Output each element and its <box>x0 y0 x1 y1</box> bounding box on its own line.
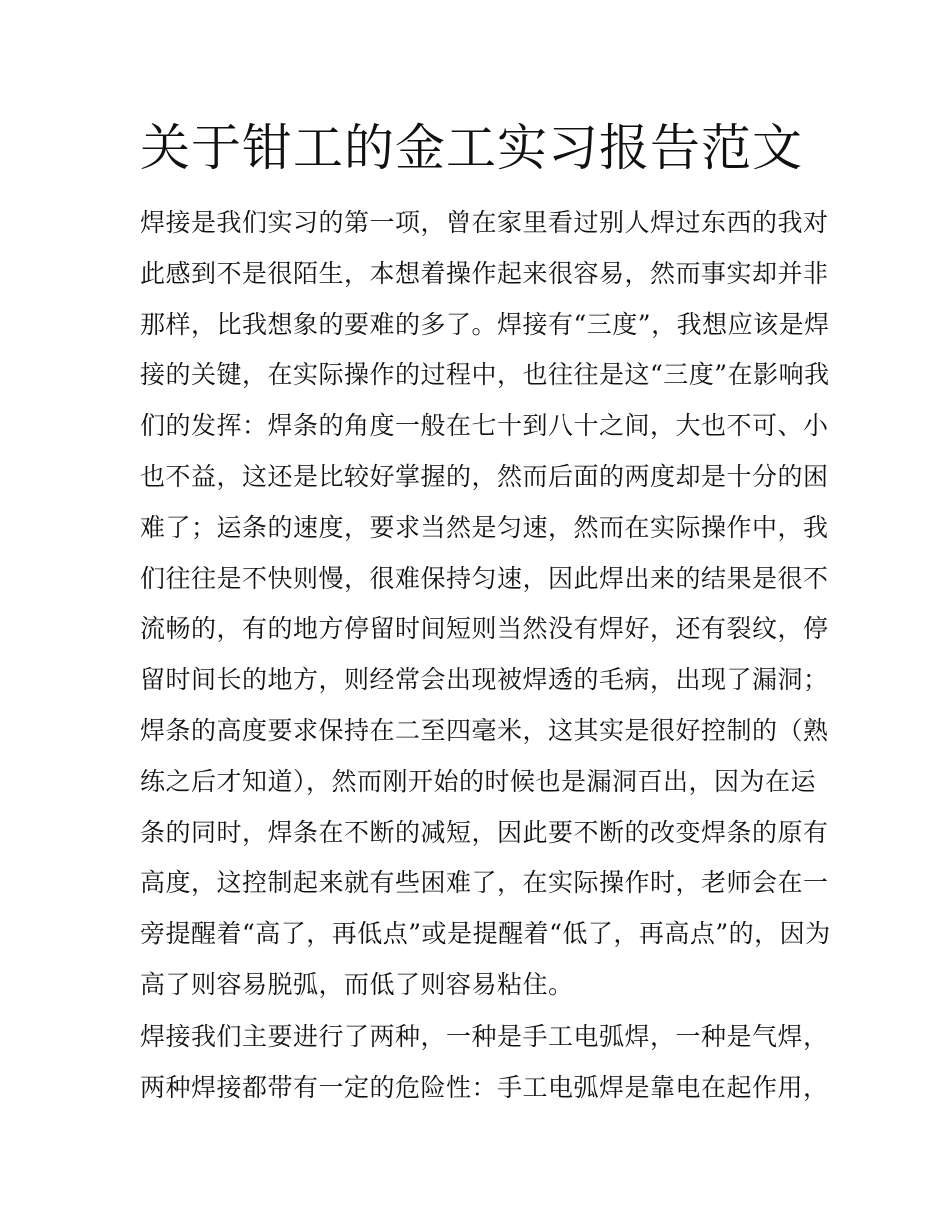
paragraph-line: 们往往是不快则慢，很难保持匀速，因此焊出来的结果是很不 <box>140 563 829 593</box>
paragraph-2 <box>140 1012 829 1114</box>
paragraph-line: 高度，这控制起来就有些困难了，在实际操作时，老师会在一 <box>140 868 829 898</box>
paragraph-1 <box>140 198 831 1011</box>
paragraph-line: 练之后才知道），然而刚开始的时候也是漏洞百出，因为在运 <box>140 766 817 796</box>
paragraph-line: 条的同时，焊条在不断的减短，因此要不断的改变焊条的原有 <box>140 817 829 847</box>
paragraph-line: 接的关键，在实际操作的过程中，也往往是这“三度”在影响我 <box>140 360 830 390</box>
paragraph-line: 那样，比我想象的要难的多了。焊接有“三度”，我想应该是焊 <box>140 309 830 339</box>
paragraph-line: 流畅的，有的地方停留时间短则当然没有焊好，还有裂纹，停 <box>140 614 829 644</box>
paragraph-line: 也不益，这还是比较好掌握的，然而后面的两度却是十分的困 <box>140 461 829 491</box>
paragraph-line: 两种焊接都带有一定的危险性：手工电弧焊是靠电在起作用， <box>140 1072 829 1102</box>
paragraph-line: 高了则容易脱弧，而低了则容易粘住。 <box>140 969 574 999</box>
paragraph-line: 难了；运条的速度，要求当然是匀速，然而在实际操作中，我 <box>140 512 829 542</box>
paragraph-line: 焊条的高度要求保持在二至四毫米，这其实是很好控制的（熟 <box>140 715 829 745</box>
paragraph-line: 焊接是我们实习的第一项，曾在家里看过别人焊过东西的我对 <box>140 208 829 237</box>
paragraph-line: 们的发挥：焊条的角度一般在七十到八十之间，大也不可、小 <box>140 411 829 441</box>
paragraph-line: 此感到不是很陌生，本想着操作起来很容易，然而事实却并非 <box>140 258 829 288</box>
paragraph-line: 焊接我们主要进行了两种，一种是手工电弧焊，一种是气焊， <box>140 1022 829 1051</box>
paragraph-line: 旁提醒着“高了，再低点”或是提醒着“低了，再高点”的，因为 <box>140 919 831 949</box>
paragraph-line: 留时间长的地方，则经常会出现被焊透的毛病，出现了漏洞； <box>140 665 829 695</box>
document-title: 关于钳工的金工实习报告范文 <box>140 119 803 177</box>
